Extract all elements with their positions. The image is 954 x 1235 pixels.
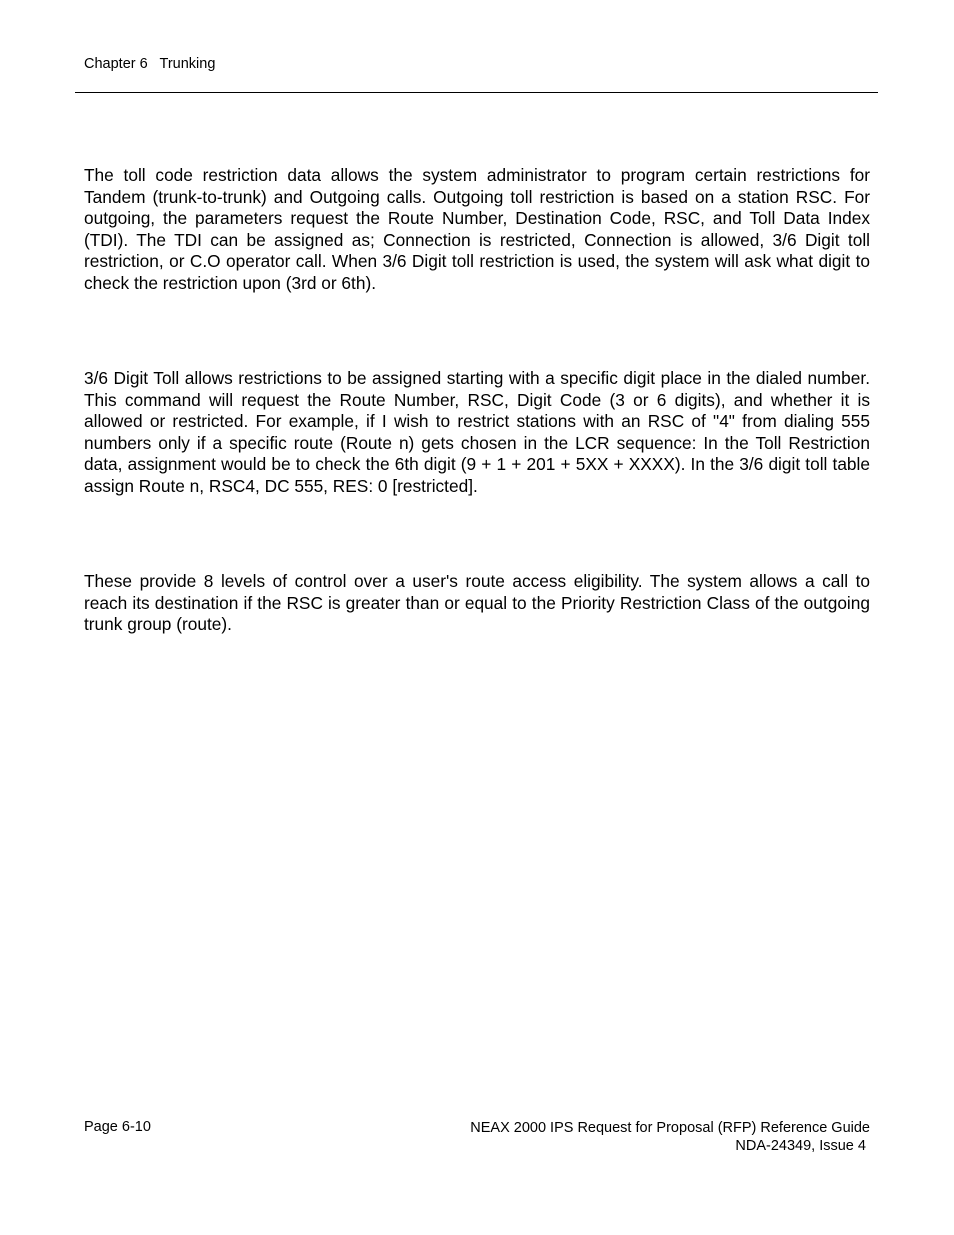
document-id: NDA-24349, Issue 4 — [735, 1138, 870, 1154]
footer-document-info — [470, 1119, 870, 1155]
paragraph-toll-code-restriction: The toll code restriction data allows the system administrator to program certain restrictions for Tandem (trunk-to-trunk) and Outgoing calls. Outgoing toll restriction is based on a station RSC. For outgoing, the parameters request the Route Number, Destination Code, RSC, and Toll Data Index (TDI). The TDI can be assigned as; Connection is restricted, Connection is allowed, 3/6 Digit toll restriction, or C.O operator call. When 3/6 Digit toll restriction is used, the system will ask what digit to check the restriction upon (3rd or 6th). — [84, 165, 870, 293]
paragraph-3-6-digit-toll: 3/6 Digit Toll allows restrictions to be assigned starting with a specific digit place in the dialed number. This command will request the Route Number, RSC, Digit Code (3 or 6 digits), and whether it is allowed or restricted. For example, if I wish to restrict stations with an RSC of "4" from dialing 555 numbers only if a specific route (Route n) gets chosen in the LCR sequence: In the Toll Restriction data, assignment would be to check the 6th digit (9 + 1 + 201 + 5XX + XXXX). In the 3/6 digit toll table assign Route n, RSC4, DC 555, RES: 0 [restricted]. — [84, 368, 870, 496]
guide-title: NEAX 2000 IPS Request for Proposal (RFP) Reference Guide — [470, 1120, 870, 1136]
page-number: Page 6-10 — [84, 1119, 151, 1135]
paragraph-priority-restriction: These provide 8 levels of control over a user's route access eligibility. The system allows a call to reach its destination if the RSC is greater than or equal to the Priority Restriction Class of the outgoing trunk group (route). — [84, 571, 870, 634]
running-header: Chapter 6 Trunking — [84, 56, 216, 72]
header-rule — [75, 92, 878, 93]
